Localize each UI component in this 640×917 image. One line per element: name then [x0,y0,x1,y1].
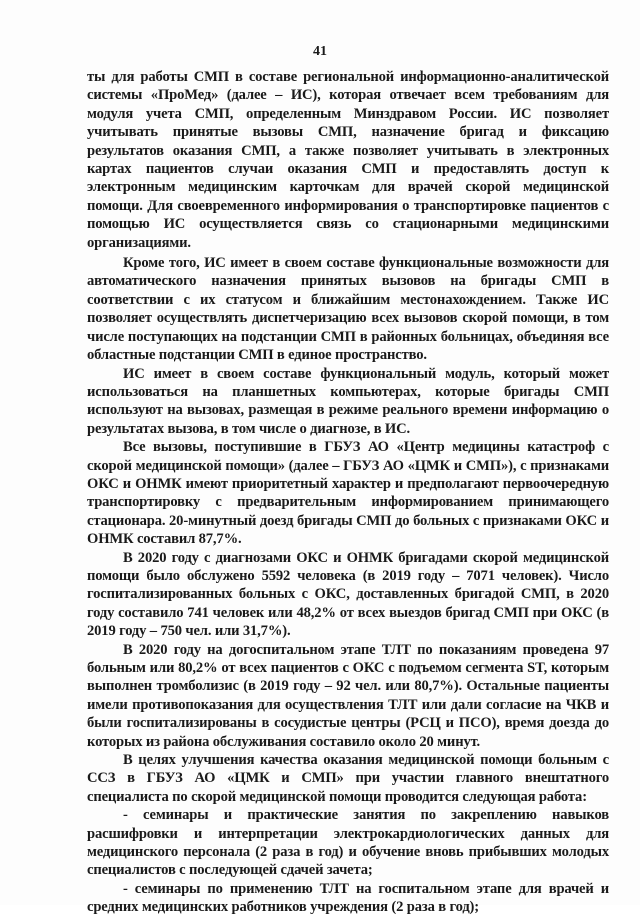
paragraph-6: В 2020 году на догоспитальном этапе ТЛТ по показаниям проведена 97 больным или 80,2% от всех пациентов с ОКС с подъемом сегмента ST, которым выполнен тромболизис (в 2019 году – 92 чел. или 80,7%). Остальные пациенты имели противопоказания для осуществления ТЛТ или дали согласие на ЧКВ и были госпитализированы в сосудистые центры (РСЦ и ПСО), время доезда до которых из района обслуживания составило около 20 минут. [87,641,609,750]
paragraph-4: Все вызовы, поступившие в ГБУЗ АО «Центр медицины катастроф с скорой медицинской помощи» (далее – ГБУЗ АО «ЦМК и СМП»), с признаками ОКС и ОНМК имеют приоритетный характер и предполагают первоочередную транспортировку с предварительным информированием принимающего стационара. 20-минутный доезд бригады СМП до больных с признаками ОКС и ОНМК составил 87,7%. [87,439,609,548]
page-number: 41 [313,44,327,59]
paragraph-2: Кроме того, ИС имеет в своем составе функциональные возможности для автоматического назначения принятых вызовов на бригады СМП в соответствии с их статусом и ближайшим местонахождением. Также ИС позволяет осуществлять диспетчеризацию всех вызовов скорой помощи, в том числе поступающих на подстанции СМП в районных больницах, объединяя все областные подстанции СМП в единое пространство. [87,255,609,364]
list-item-2: - семинары по применению ТЛТ на госпитальном этапе для врачей и средних медицинских работников учреждения (2 раза в год); [87,880,609,916]
paragraph-7: В целях улучшения качества оказания медицинской помощи больным с ССЗ в ГБУЗ АО «ЦМК и СМП» при участии главного внештатного специалиста по скорой медицинской помощи проводится следующая работа: [87,752,609,805]
body-text [87,68,609,917]
paragraph-1: ты для работы СМП в составе региональной информационно-аналитической системы «ПроМед» (далее – ИС), которая отвечает всем требованиям для модуля учета СМП, определенным Минздравом России. ИС позволяет учитывать принятые вызовы СМП, назначение бригад и фиксацию результатов оказания СМП, а также позволяет учитывать в электронных картах пациентов случаи оказания СМП и предоставлять доступ к электронным медицинским карточкам для врачей скорой медицинской помощи. Для своевременного информирования о транспортировке пациентов с помощью ИС осуществляется связь со стационарными медицинскими организациями. [87,69,609,251]
list-item-1: - семинары и практические занятия по закреплению навыков расшифровки и интерпретации электрокардиологических данных для медицинского персонала (2 раза в год) и обучение вновь прибывших молодых специалистов с последующей сдачей зачета; [87,807,609,879]
paragraph-3: ИС имеет в своем составе функциональный модуль, который может использоваться на планшетных компьютерах, которые бригады СМП используют на вызовах, размещая в режиме реального времени информацию о результатах вызова, в том числе о диагнозе, в ИС. [87,365,609,437]
paragraph-5: В 2020 году с диагнозами ОКС и ОНМК бригадами скорой медицинской помощи было обслужено 5592 человека (в 2019 году – 7071 человек). Число госпитализированных больных с ОКС, доставленных бригадой СМП, в 2020 году составило 741 человек или 48,2% от всех выездов бригад СМП при ОКС (в 2019 году – 750 чел. или 31,7%). [87,549,609,640]
